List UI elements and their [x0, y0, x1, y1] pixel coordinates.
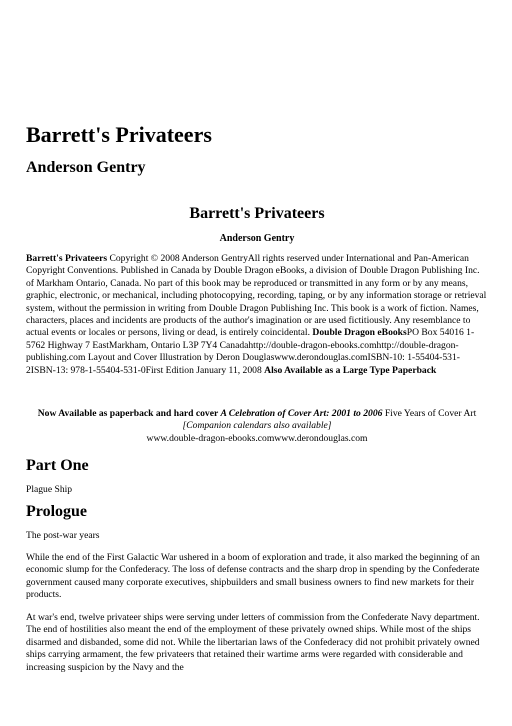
prologue-paragraph: While the end of the First Galactic War ushered in a boom of exploration and trade, it also marked the beginning of an economic slump for the Confederacy. The loss of defense contracts and the sharp drop in spending by the Confederate government caused many corporate executives, shipbuilders and small business owners to find new markets for their products.: [26, 552, 480, 601]
cover-art-book-title: A Celebration of Cover Art: 2001 to 2006: [220, 408, 383, 419]
prologue-heading: Prologue: [26, 503, 88, 520]
book-author: Anderson Gentry: [26, 159, 146, 176]
availability-notice: [26, 408, 488, 445]
prologue-intro: The post-war years: [26, 530, 100, 541]
title-page-title: Barrett's Privateers: [189, 205, 325, 222]
book-title: Barrett's Privateers: [26, 122, 212, 147]
part-heading: Part One: [26, 457, 89, 474]
title-page-author: Anderson Gentry: [219, 233, 295, 244]
prologue-paragraph: At war's end, twelve privateer ships were serving under letters of commission from the Confederate Navy department. The end of hostilities also meant the end of the employment of these privately owned ships. While most of the ships disarmed and disbanded, some did not. While the libertarian laws of the Confederacy did not prohibit privately owned ships carrying armament, the few privateers that retained their wartime arms were regarded with considerable and increasing suspicion by the Navy and the: [26, 612, 480, 673]
availability-after-book: Five Years of Cover Art: [382, 408, 477, 419]
companion-calendars-note: [Companion calendars also available]: [182, 420, 332, 432]
availability-lead: Now Available as paperback and hard cover: [37, 408, 221, 419]
publisher-details: PO Box 54016 1-5762 Highway 7 EastMarkham, Ontario L3P 7Y4 Canadahttp://double-dragon-ebooks.comhttp://double-dragon-publishing.com Layout and Cover Illustration by Deron Douglaswww.derondouglas.comISBN-10: 1-55404-531-2ISBN-13: 978-1-55404-531-0First Edition January 11, 2008: [26, 327, 475, 376]
availability-links[interactable]: www.double-dragon-ebooks.comwww.derondouglas.com: [146, 432, 368, 444]
large-type-notice: Also Available as a Large Type Paperback: [264, 364, 437, 376]
copyright-book-title: Barrett's Privateers: [26, 253, 108, 264]
copyright-block: [26, 253, 488, 377]
part-subtitle: Plague Ship: [26, 484, 73, 495]
copyright-text: Copyright © 2008 Anderson GentryAll rights reserved under International and Pan-American Copyright Conventions. Published in Canada by Double Dragon eBooks, a division of Double Dragon Publishing Inc. of Markham Ontario, Canada. No part of this book may be reproduced or transmitted in any form or by any means, graphic, electronic, or mechanical, including photocopying, recording, taping, or by any information storage or retrieval system, without the permission in writing from Double Dragon Publishing Inc. This book is a work of fiction. Names, characters, places and incidents are products of the author's imagination or are used fictitiously. Any resemblance to actual events or locales or persons, living or dead, is entirely coincidental.: [26, 253, 487, 339]
publisher-name: Double Dragon eBooks: [312, 327, 407, 339]
